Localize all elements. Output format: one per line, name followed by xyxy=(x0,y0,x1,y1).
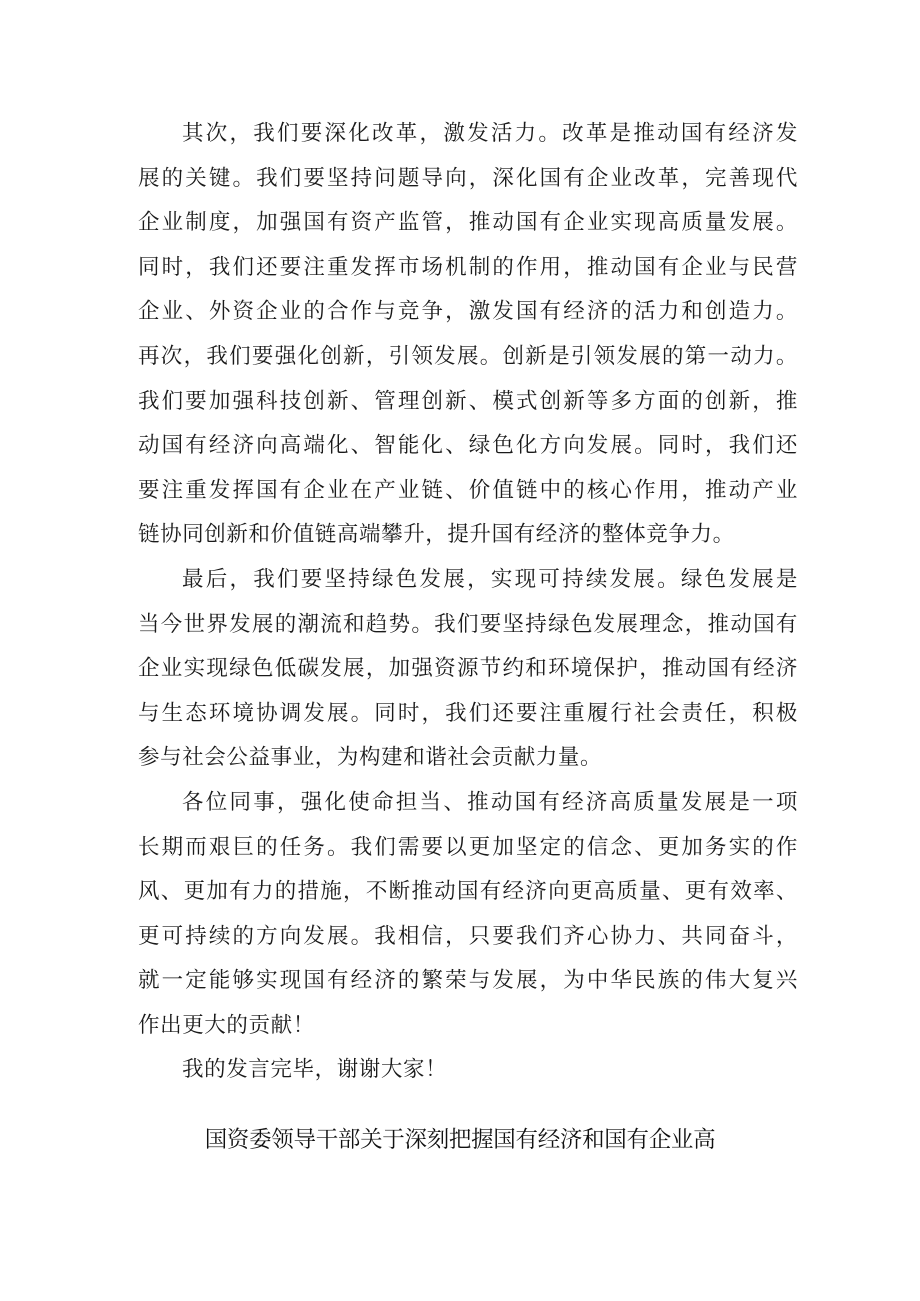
paragraph-line: 展的关键。我们要坚持问题导向，深化国有企业改革，完善现代 xyxy=(138,165,798,191)
paragraph-line: 企业、外资企业的合作与竞争，激发国有经济的活力和创造力。 xyxy=(138,299,798,325)
paragraph-line: 企业制度，加强国有资产监管，推动国有企业实现高质量发展。 xyxy=(138,210,798,236)
paragraph-line: 最后，我们要坚持绿色发展，实现可持续发展。绿色发展是 xyxy=(182,566,798,592)
next-article-title: 国资委领导干部关于深刻把握国有经济和国有企业高 xyxy=(204,1127,716,1153)
document-body xyxy=(138,112,798,1093)
paragraph-line: 参与社会公益事业，为构建和谐社会贡献力量。 xyxy=(138,745,603,771)
paragraph-line: 同时，我们还要注重发挥市场机制的作用，推动国有企业与民营 xyxy=(138,254,798,280)
closing-line: 我的发言完毕，谢谢大家！ xyxy=(182,1057,448,1083)
paragraph-line: 其次，我们要深化改革，激发活力。改革是推动国有经济发 xyxy=(182,121,798,146)
paragraph-line: 再次，我们要强化创新，引领发展。创新是引领发展的第一动力。 xyxy=(138,343,798,369)
paragraph-line: 长期而艰巨的任务。我们需要以更加坚定的信念、更加务实的作 xyxy=(138,834,798,860)
paragraph-line: 就一定能够实现国有经济的繁荣与发展，为中华民族的伟大复兴 xyxy=(138,968,798,994)
paragraph-line: 链协同创新和价值链高端攀升，提升国有经济的整体竞争力。 xyxy=(138,522,735,548)
paragraph-line: 各位同事，强化使命担当、推动国有经济高质量发展是一项 xyxy=(182,789,798,815)
paragraph-line: 风、更加有力的措施，不断推动国有经济向更高质量、更有效率、 xyxy=(138,879,798,905)
paragraph-line: 我们要加强科技创新、管理创新、模式创新等多方面的创新，推 xyxy=(138,388,798,414)
paragraph-line: 企业实现绿色低碳发展，加强资源节约和环境保护，推动国有经济 xyxy=(138,656,798,682)
paragraph-line: 当今世界发展的潮流和趋势。我们要坚持绿色发展理念，推动国有 xyxy=(138,611,798,637)
paragraph-line: 作出更大的贡献！ xyxy=(138,1012,315,1038)
paragraph-line: 更可持续的方向发展。我相信，只要我们齐心协力、共同奋斗， xyxy=(138,923,798,949)
paragraph-line: 动国有经济向高端化、智能化、绿色化方向发展。同时，我们还 xyxy=(138,433,798,459)
paragraph-line: 要注重发挥国有企业在产业链、价值链中的核心作用，推动产业 xyxy=(138,477,798,503)
paragraph-line: 与生态环境协调发展。同时，我们还要注重履行社会责任，积极 xyxy=(138,700,798,726)
